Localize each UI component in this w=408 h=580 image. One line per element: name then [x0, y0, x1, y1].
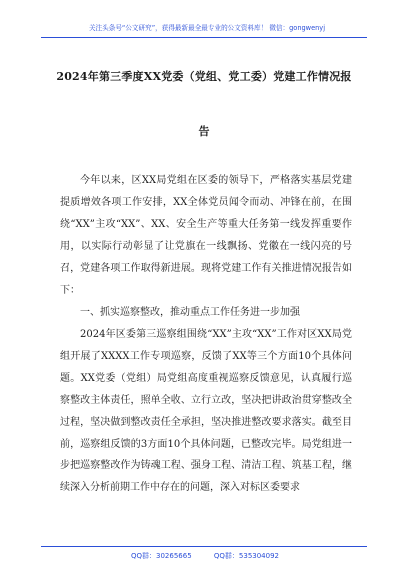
- intro-paragraph: 今年以来，区XX局党组在区委的领导下，严格落实基层党建提质增效各项工作安排，XX全体党员闻令而动、冲锋在前，在围绕“XX”主攻“XX”、XX、安全生产等重大任务第一线发挥重要作用，以实际行动彰显了让党旗在一线飘扬、党徽在一线闪亮的号召，党建各项工作取得新进展。现将党建工作有关推进情况报告如下：: [60, 175, 352, 296]
- document-title: 2024年第三季度XX党委（党组、党工委）党建工作情况报: [56, 70, 352, 83]
- header-divider: [41, 37, 367, 38]
- qq-group-2: QQ群：535304092: [213, 552, 279, 560]
- document-title-continuation: 告: [198, 125, 210, 138]
- footer-divider: [41, 546, 367, 547]
- body-paragraph: 2024年区委第三巡察组围绕“XX”主攻“XX”工作对区XX局党组开展了XXXX工作专项巡察，反馈了XX等三个方面10个具体问题。XX党委（党组）局党组高度重视巡察反馈意见，认真履行巡察整改主体责任，照单全收、立行立改，坚决把讲政治贯穿整改全过程，坚决做到整改责任全承担，坚决推进整改要求落实。截至目前，巡察组反馈的3方面10个具体问题，已整改完毕。局党组进一步把巡察整改作为铸魂工程、强身工程、清洁工程、筑基工程，继续深入分析前期工作中存在的问题，深入对标区委要求: [60, 329, 352, 494]
- qq-group-1: QQ群：30265665: [131, 552, 192, 560]
- section-heading-1: 一、抓实巡察整改，推动重点工作任务进一步加强: [80, 307, 300, 318]
- header-banner: 关注头条号“公文研究”，获得最新最全最专业的公文资料库！ 微信：gongwenyj: [88, 24, 326, 32]
- footer: [110, 551, 300, 561]
